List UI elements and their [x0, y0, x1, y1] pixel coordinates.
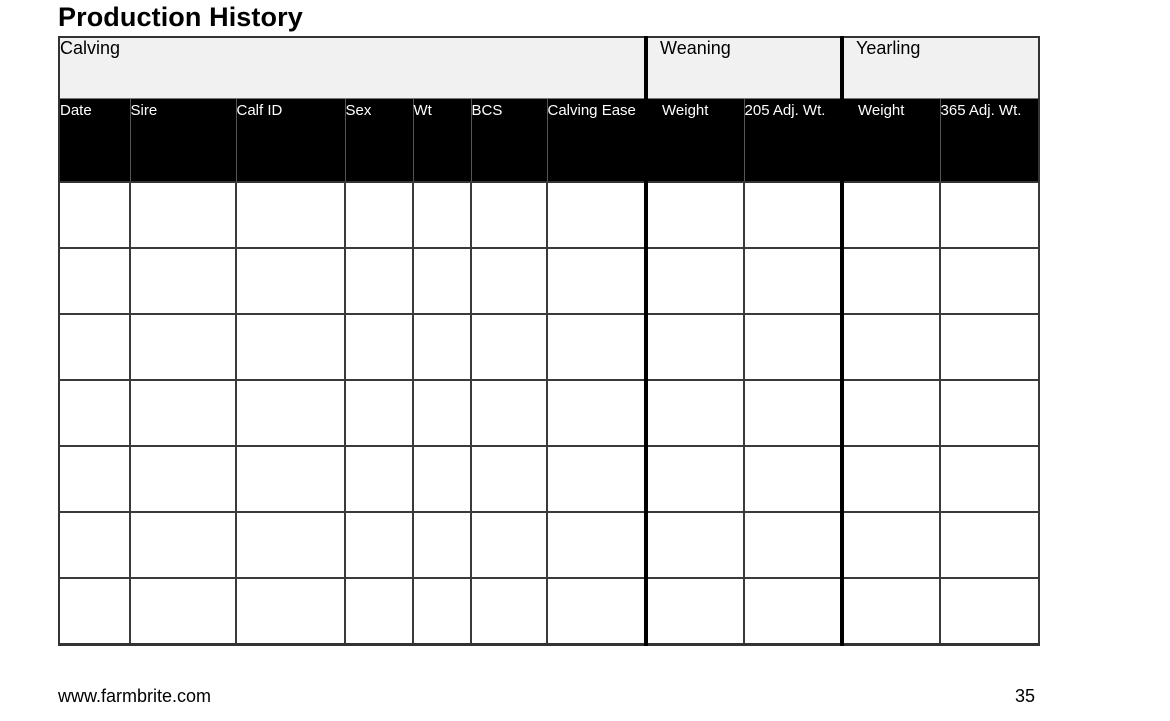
cell-calf-id[interactable]: [236, 380, 345, 446]
cell-bcs[interactable]: [471, 578, 547, 644]
cell-yearling-weight[interactable]: [842, 380, 940, 446]
cell-date[interactable]: [59, 248, 130, 314]
group-header-yearling: Yearling: [842, 37, 1039, 98]
cell-wt[interactable]: [413, 446, 471, 512]
cell-sire[interactable]: [130, 578, 236, 644]
cell-sire[interactable]: [130, 248, 236, 314]
cell-calf-id[interactable]: [236, 248, 345, 314]
table-row: [59, 314, 1039, 380]
cell-205-adj-wt[interactable]: [744, 446, 842, 512]
production-history-table: [58, 36, 1040, 646]
cell-bcs[interactable]: [471, 314, 547, 380]
column-header-365-adj-wt: 365 Adj. Wt.: [940, 98, 1039, 182]
cell-bcs[interactable]: [471, 446, 547, 512]
cell-205-adj-wt[interactable]: [744, 380, 842, 446]
table-body: [59, 182, 1039, 644]
cell-yearling-weight[interactable]: [842, 578, 940, 644]
cell-365-adj-wt[interactable]: [940, 380, 1039, 446]
table-row: [59, 248, 1039, 314]
cell-sire[interactable]: [130, 380, 236, 446]
cell-365-adj-wt[interactable]: [940, 578, 1039, 644]
page-title: Production History: [58, 2, 303, 32]
cell-calving-ease[interactable]: [547, 446, 646, 512]
cell-365-adj-wt[interactable]: [940, 314, 1039, 380]
cell-365-adj-wt[interactable]: [940, 182, 1039, 248]
cell-yearling-weight[interactable]: [842, 248, 940, 314]
table-row: [59, 182, 1039, 248]
column-header-weaning-weight: Weight: [646, 98, 744, 182]
cell-weaning-weight[interactable]: [646, 248, 744, 314]
cell-sire[interactable]: [130, 182, 236, 248]
cell-weaning-weight[interactable]: [646, 314, 744, 380]
cell-205-adj-wt[interactable]: [744, 512, 842, 578]
cell-bcs[interactable]: [471, 380, 547, 446]
cell-bcs[interactable]: [471, 182, 547, 248]
cell-date[interactable]: [59, 446, 130, 512]
cell-calf-id[interactable]: [236, 446, 345, 512]
column-header-sire: Sire: [130, 98, 236, 182]
cell-sire[interactable]: [130, 314, 236, 380]
cell-sire[interactable]: [130, 446, 236, 512]
cell-sire[interactable]: [130, 512, 236, 578]
column-header-wt: Wt: [413, 98, 471, 182]
cell-calf-id[interactable]: [236, 512, 345, 578]
cell-calf-id[interactable]: [236, 314, 345, 380]
group-header-row: [59, 37, 1039, 98]
column-header-bcs: BCS: [471, 98, 547, 182]
cell-calving-ease[interactable]: [547, 578, 646, 644]
cell-sex[interactable]: [345, 380, 413, 446]
cell-date[interactable]: [59, 314, 130, 380]
cell-yearling-weight[interactable]: [842, 446, 940, 512]
cell-calving-ease[interactable]: [547, 512, 646, 578]
column-header-yearling-weight: Weight: [842, 98, 940, 182]
cell-calf-id[interactable]: [236, 182, 345, 248]
group-header-weaning: Weaning: [646, 37, 842, 98]
cell-date[interactable]: [59, 578, 130, 644]
cell-calf-id[interactable]: [236, 578, 345, 644]
cell-sex[interactable]: [345, 248, 413, 314]
cell-205-adj-wt[interactable]: [744, 182, 842, 248]
cell-yearling-weight[interactable]: [842, 512, 940, 578]
cell-sex[interactable]: [345, 578, 413, 644]
cell-205-adj-wt[interactable]: [744, 578, 842, 644]
cell-sex[interactable]: [345, 314, 413, 380]
cell-wt[interactable]: [413, 182, 471, 248]
cell-bcs[interactable]: [471, 248, 547, 314]
column-header-row: [59, 98, 1039, 182]
cell-weaning-weight[interactable]: [646, 446, 744, 512]
cell-yearling-weight[interactable]: [842, 314, 940, 380]
column-header-calf-id: Calf ID: [236, 98, 345, 182]
cell-sex[interactable]: [345, 182, 413, 248]
cell-date[interactable]: [59, 182, 130, 248]
cell-weaning-weight[interactable]: [646, 578, 744, 644]
cell-wt[interactable]: [413, 314, 471, 380]
group-header-calving: Calving: [59, 37, 646, 98]
column-header-date: Date: [59, 98, 130, 182]
cell-wt[interactable]: [413, 512, 471, 578]
cell-365-adj-wt[interactable]: [940, 446, 1039, 512]
cell-205-adj-wt[interactable]: [744, 248, 842, 314]
cell-205-adj-wt[interactable]: [744, 314, 842, 380]
cell-weaning-weight[interactable]: [646, 512, 744, 578]
cell-weaning-weight[interactable]: [646, 380, 744, 446]
table-row: [59, 512, 1039, 578]
cell-date[interactable]: [59, 512, 130, 578]
column-header-sex: Sex: [345, 98, 413, 182]
cell-calving-ease[interactable]: [547, 248, 646, 314]
cell-calving-ease[interactable]: [547, 314, 646, 380]
cell-weaning-weight[interactable]: [646, 182, 744, 248]
cell-bcs[interactable]: [471, 512, 547, 578]
table-row: [59, 578, 1039, 644]
cell-yearling-weight[interactable]: [842, 182, 940, 248]
footer-url: www.farmbrite.com: [58, 686, 212, 706]
table-row: [59, 380, 1039, 446]
cell-wt[interactable]: [413, 248, 471, 314]
cell-wt[interactable]: [413, 578, 471, 644]
page-number: 35: [1015, 686, 1036, 706]
cell-365-adj-wt[interactable]: [940, 248, 1039, 314]
cell-date[interactable]: [59, 380, 130, 446]
cell-sex[interactable]: [345, 512, 413, 578]
table-row: [59, 446, 1039, 512]
cell-calving-ease[interactable]: [547, 182, 646, 248]
column-header-calving-ease: Calving Ease: [547, 98, 646, 182]
column-header-205-adj-wt: 205 Adj. Wt.: [744, 98, 842, 182]
cell-wt[interactable]: [413, 380, 471, 446]
cell-calving-ease[interactable]: [547, 380, 646, 446]
cell-sex[interactable]: [345, 446, 413, 512]
cell-365-adj-wt[interactable]: [940, 512, 1039, 578]
